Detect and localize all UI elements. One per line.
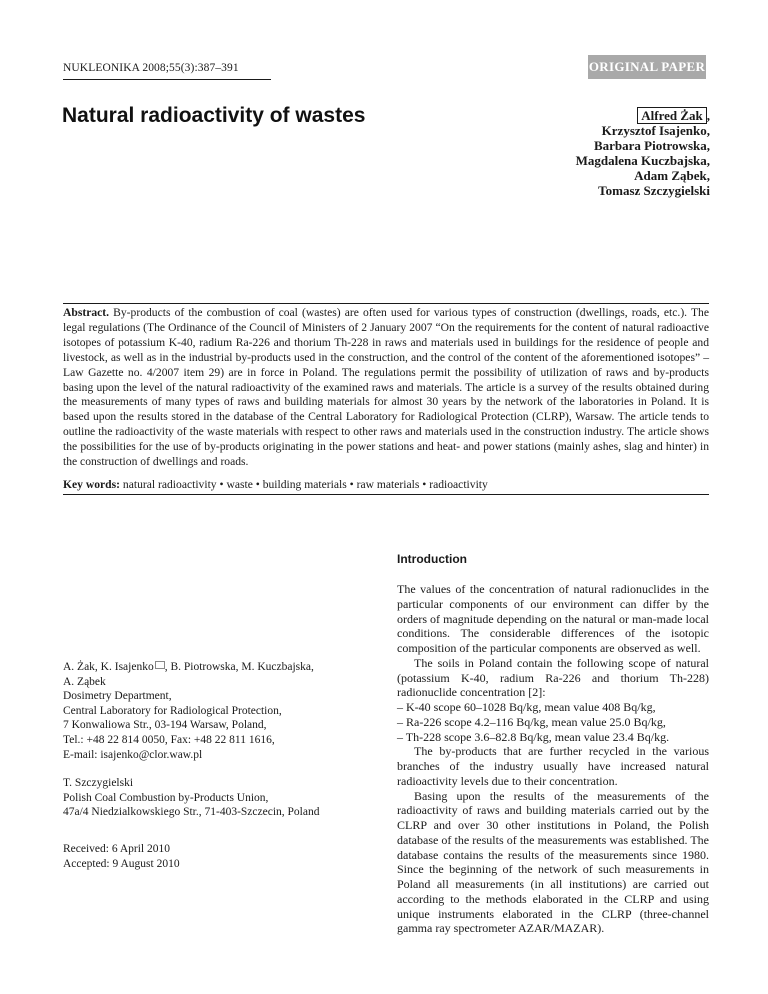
received-date: Received: 6 April 2010: [63, 842, 170, 855]
affiliation-phone: Tel.: +48 22 814 0050, Fax: +48 22 811 1616,: [63, 733, 275, 746]
accepted-date: Accepted: 9 August 2010: [63, 857, 180, 870]
abstract: [63, 306, 709, 470]
keywords: [63, 477, 709, 492]
affiliation-address: 7 Konwaliowa Str., 03-194 Warsaw, Poland,: [63, 719, 267, 732]
author-line: Barbara Piotrowska,: [593, 138, 710, 153]
affiliation-org: Central Laboratory for Radiological Protection,: [63, 704, 282, 717]
paragraph: The values of the concentration of natural radionuclides in the particular components of our environment can differ by the orders of magnitude depending on the natural or man-made local conditions. The considerable differences of the isotopic composition of the particular components are observed as well.: [397, 582, 709, 655]
paragraph: The by-products that are further recycled in the various branches of the industry usually have increased natural radioactivity levels due to their concentration.: [397, 744, 709, 788]
envelope-icon: [155, 661, 165, 669]
affiliation-authors-b: , B. Piotrowska, M. Kuczbajska,: [164, 661, 314, 673]
author-comma: ,: [706, 108, 710, 123]
author-line: Adam Ząbek,: [634, 168, 710, 183]
journal-reference: NUKLEONIKA 2008;55(3):387–391: [63, 62, 239, 74]
abstract-top-rule: [63, 303, 709, 304]
keywords-label: Key words:: [63, 478, 120, 491]
affiliation-authors: [63, 660, 363, 675]
affiliation-block: [63, 660, 363, 871]
list-item: – Th-228 scope 3.6–82.8 Bq/kg, mean value 23.4 Bq/kg.: [397, 729, 670, 744]
author-line-first: [480, 108, 710, 123]
author-list: [480, 108, 710, 198]
affiliation2-org: Polish Coal Combustion by-Products Union,: [63, 791, 269, 804]
list-item: – K-40 scope 60–1028 Bq/kg, mean value 408 Bq/kg,: [397, 700, 656, 714]
list-item: – Ra-226 scope 4.2–116 Bq/kg, mean value 25.0 Bq/kg,: [397, 714, 666, 729]
abstract-label: Abstract.: [63, 306, 110, 319]
header-rule: [63, 79, 271, 80]
author-line: Tomasz Szczygielski: [598, 183, 710, 198]
affiliation2-author: T. Szczygielski: [63, 777, 134, 790]
keywords-text: natural radioactivity • waste • building materials • raw materials • radioactivity: [122, 478, 488, 491]
paragraph: The soils in Poland contain the following scope of natural (potassium K-40, radium Ra-226 and thorium Th-228) radionuclide concentration [2]:: [397, 655, 709, 700]
section-heading: Introduction: [397, 552, 467, 566]
affiliation-dept: Dosimetry Department,: [63, 690, 172, 703]
affiliation-authors-a: A. Żak, K. Isajenko: [63, 661, 154, 673]
author-line: Krzysztof Isajenko,: [601, 123, 710, 138]
paragraph: Basing upon the results of the measurements of the radioactivity of raws and building materials carried out by the CLRP and over 30 other institutions in Poland, the Polish database of the results of the measurements was established. The database contains the results of the measurements since 1980. Since the beginning of the network of such measurements in Poland all measurements (in all institutions) are carried out according to the methods elaborated in the CLRP and using unique instruments elaborated in the CLRP (three-channel gamma ray spectrometer AZAR/MAZAR).: [397, 788, 709, 936]
affiliation-email: E-mail: isajenko@clor.waw.pl: [63, 748, 203, 761]
introduction-body: [397, 582, 709, 936]
affiliation2-address: 47a/4 Niedzialkowskiego Str., 71-403-Szczecin, Poland: [63, 806, 320, 819]
abstract-text: By-products of the combustion of coal (wastes) are often used for various types of construction (dwellings, roads, etc.). The legal regulations (The Ordinance of the Council of Ministers of 2 January 2007 “On the requirements for the content of natural radioactive isotopes of potassium K-40, radium Ra-226 and thorium Th-228 in raws and materials used in buildings for the residence of people and livestock, as well as in the industrial by-products used in the construction, and the control of the content of the aforementioned isotopes” – Law Gazette no. 4/2007 item 29) are in force in Poland. The regulations permit the possibility of utilization of raws and by-products basing upon the level of the natural radioactivity of the examined raws and materials. The article is a survey of the results obtained during the measurements of many types of raws and building materials for almost 30 years by the network of the laboratories in Poland. It is based upon the results stored in the database of the Central Laboratory for Radiological Protection (CLRP), Warsaw. The article tends to outline the radioactivity of the waste materials with respect to other raws and materials used in the construction industry. The article shows the possibilities for the use of by-products originating in the power stations and heat- and power stations (mainly ashes, slag and hinter) in the construction of dwellings and roads.: [63, 306, 709, 469]
author-line: Magdalena Kuczbajska,: [575, 153, 710, 168]
section-badge: ORIGINAL PAPER: [588, 55, 706, 79]
paper-title: Natural radioactivity of wastes: [62, 104, 366, 127]
affiliation-authors-cont: A. Ząbek: [63, 675, 106, 688]
corresponding-author: Alfred Żak: [637, 107, 707, 124]
keywords-bottom-rule: [63, 494, 709, 495]
